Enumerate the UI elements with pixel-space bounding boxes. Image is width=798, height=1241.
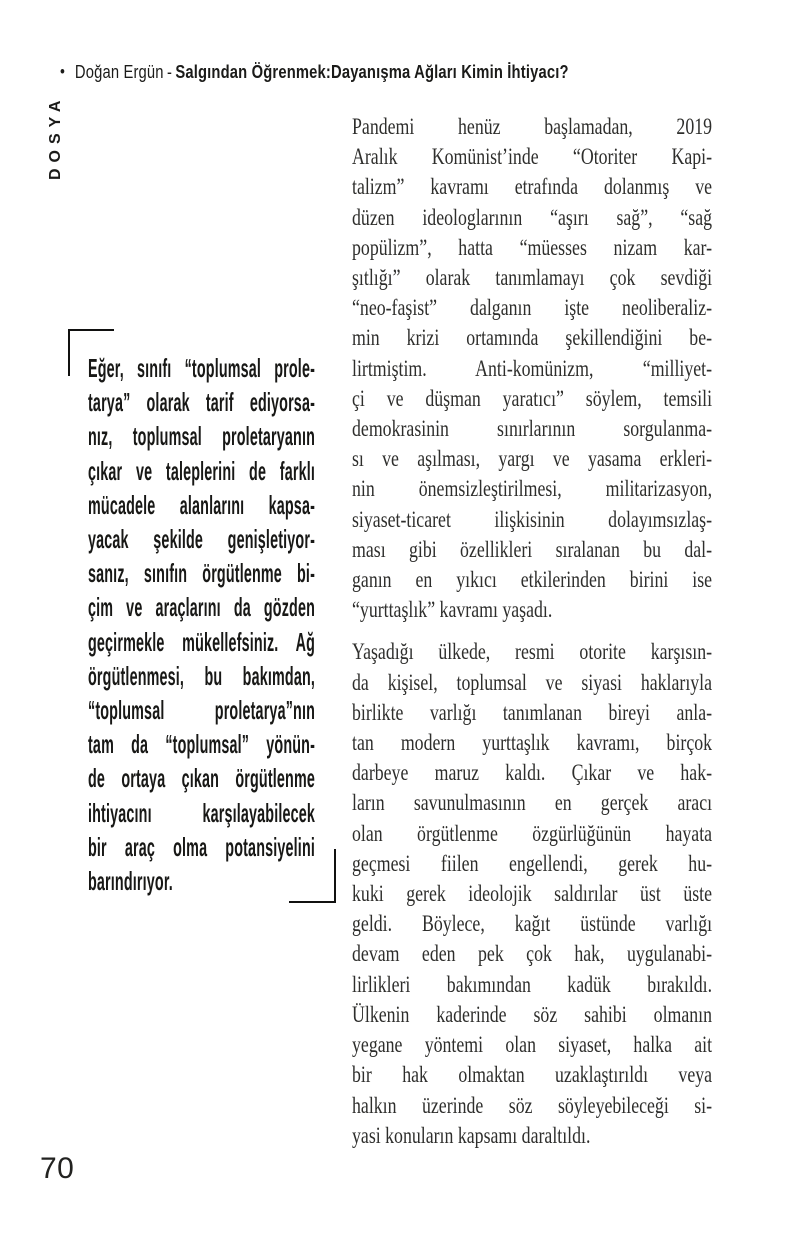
body-paragraph-2 [352, 637, 712, 1150]
text-line: Ülkenin kaderinde söz sahibi olmanın [352, 1001, 713, 1028]
text-line: mücadele alanlarını kapsa- [88, 489, 316, 520]
text-line: Yaşadığı ülkede, resmi otorite karşısın- [352, 639, 713, 666]
bullet-icon: • [60, 62, 66, 81]
text-line: tam da “toplumsal” yönün- [88, 729, 316, 760]
text-line: birlikte varlığı tanımlanan bireyi anla- [352, 699, 713, 726]
article-header [60, 62, 585, 83]
text-line: tan modern yurttaşlık kavramı, birçok [352, 730, 713, 757]
text-line: barındırıyor. [88, 866, 173, 897]
text-line: olan örgütlenme özgürlüğünün hayata [352, 820, 713, 847]
text-line: da kişisel, toplumsal ve siyasi haklarıyla [352, 669, 713, 696]
text-line: düzen ideologlarının “aşırı sağ”, “sağ [352, 204, 713, 231]
text-line: kuki gerek ideolojik saldırılar üst üste [352, 881, 713, 908]
text-line: “neo-faşist” dalganın işte neoliberaliz- [352, 295, 713, 322]
text-line: “yurttaşlık” kavramı yaşadı. [352, 597, 553, 624]
text-line: tarya” olarak tarif ediyorsa- [88, 387, 316, 418]
text-line: çıkar ve taleplerini de farklı [88, 455, 316, 486]
text-line: geçirmekle mükellefsiniz. Ağ [88, 626, 316, 657]
pull-quote-close-bracket [289, 849, 336, 903]
text-line: sanız, sınıfın örgütlenme bi- [88, 558, 316, 589]
text-line: “toplumsal proletarya”nın [88, 695, 316, 726]
text-line: ganın en yıkıcı etkilerinden birini ise [352, 567, 713, 594]
text-line: Eğer, sınıfı “toplumsal prole- [88, 353, 316, 383]
text-line: bir araç olma potansiyelini [88, 831, 316, 862]
text-line: ması gibi özellikleri sıralanan bu dal- [352, 536, 713, 563]
text-line: yasi konuların kapsamı daraltıldı. [352, 1122, 591, 1149]
text-line: çi ve düşman yaratıcı” söylem, temsili [352, 385, 713, 412]
header-separator: - [166, 62, 173, 82]
text-line: siyaset-ticaret ilişkisinin dolayımsızlaş- [352, 506, 713, 533]
text-line: nız, toplumsal proletaryanın [88, 421, 316, 452]
text-line: demokrasinin sınırlarının sorgulanma- [352, 416, 713, 443]
text-line: popülizm”, hatta “müesses nizam kar- [352, 234, 713, 261]
body-column [352, 112, 712, 1151]
article-title: Salgından Öğrenmek:Dayanışma Ağları Kimin İhtiyacı? [175, 62, 569, 82]
section-label-vertical: DOSYA [47, 94, 64, 180]
text-line: şıtlığı” olarak tanımlamayı çok sevdiği [352, 265, 713, 292]
text-line: darbeye maruz kaldı. Çıkar ve hak- [352, 760, 713, 787]
text-line: örgütlenmesi, bu bakımdan, [88, 660, 316, 691]
page-number: 70 [40, 1152, 75, 1185]
text-line: Pandemi henüz başlamadan, 2019 [352, 114, 713, 140]
text-line: halkın üzerinde söz söyleyebileceği si- [352, 1092, 713, 1119]
text-line: sı ve aşılması, yargı ve yasama erkleri- [352, 446, 713, 473]
pull-quote [88, 351, 315, 898]
text-line: lirtmiştim. Anti-komünizm, “milliyet- [352, 355, 713, 382]
text-line: min krizi ortamında şekillendiğini be- [352, 325, 713, 352]
text-line: de ortaya çıkan örgütlenme [88, 763, 316, 794]
text-line: devam eden pek çok hak, uygulanabi- [352, 941, 713, 968]
text-line: geçmesi fiilen engellendi, gerek hu- [352, 850, 713, 877]
text-line: geldi. Böylece, kağıt üstünde varlığı [352, 911, 713, 938]
text-line: çim ve araçlarını da gözden [88, 592, 316, 623]
text-line: ların savunulmasının en gerçek aracı [352, 790, 713, 817]
body-paragraph-1 [352, 112, 712, 625]
text-line: nin önemsizleştirilmesi, militarizasyon, [352, 476, 713, 503]
author-name: Doğan Ergün [74, 62, 164, 82]
text-line: talizm” kavramı etrafında dolanmış ve [352, 174, 713, 201]
text-line: Aralık Komünist’inde “Otoriter Kapi- [352, 144, 713, 171]
text-line: lirlikleri bakımından kadük bırakıldı. [352, 971, 713, 998]
text-line: yacak şekilde genişletiyor- [88, 524, 316, 555]
text-line: ihtiyacını karşılayabilecek [88, 797, 316, 828]
text-line: bir hak olmaktan uzaklaştırıldı veya [352, 1062, 713, 1089]
text-line: yegane yöntemi olan siyaset, halka ait [352, 1032, 713, 1059]
